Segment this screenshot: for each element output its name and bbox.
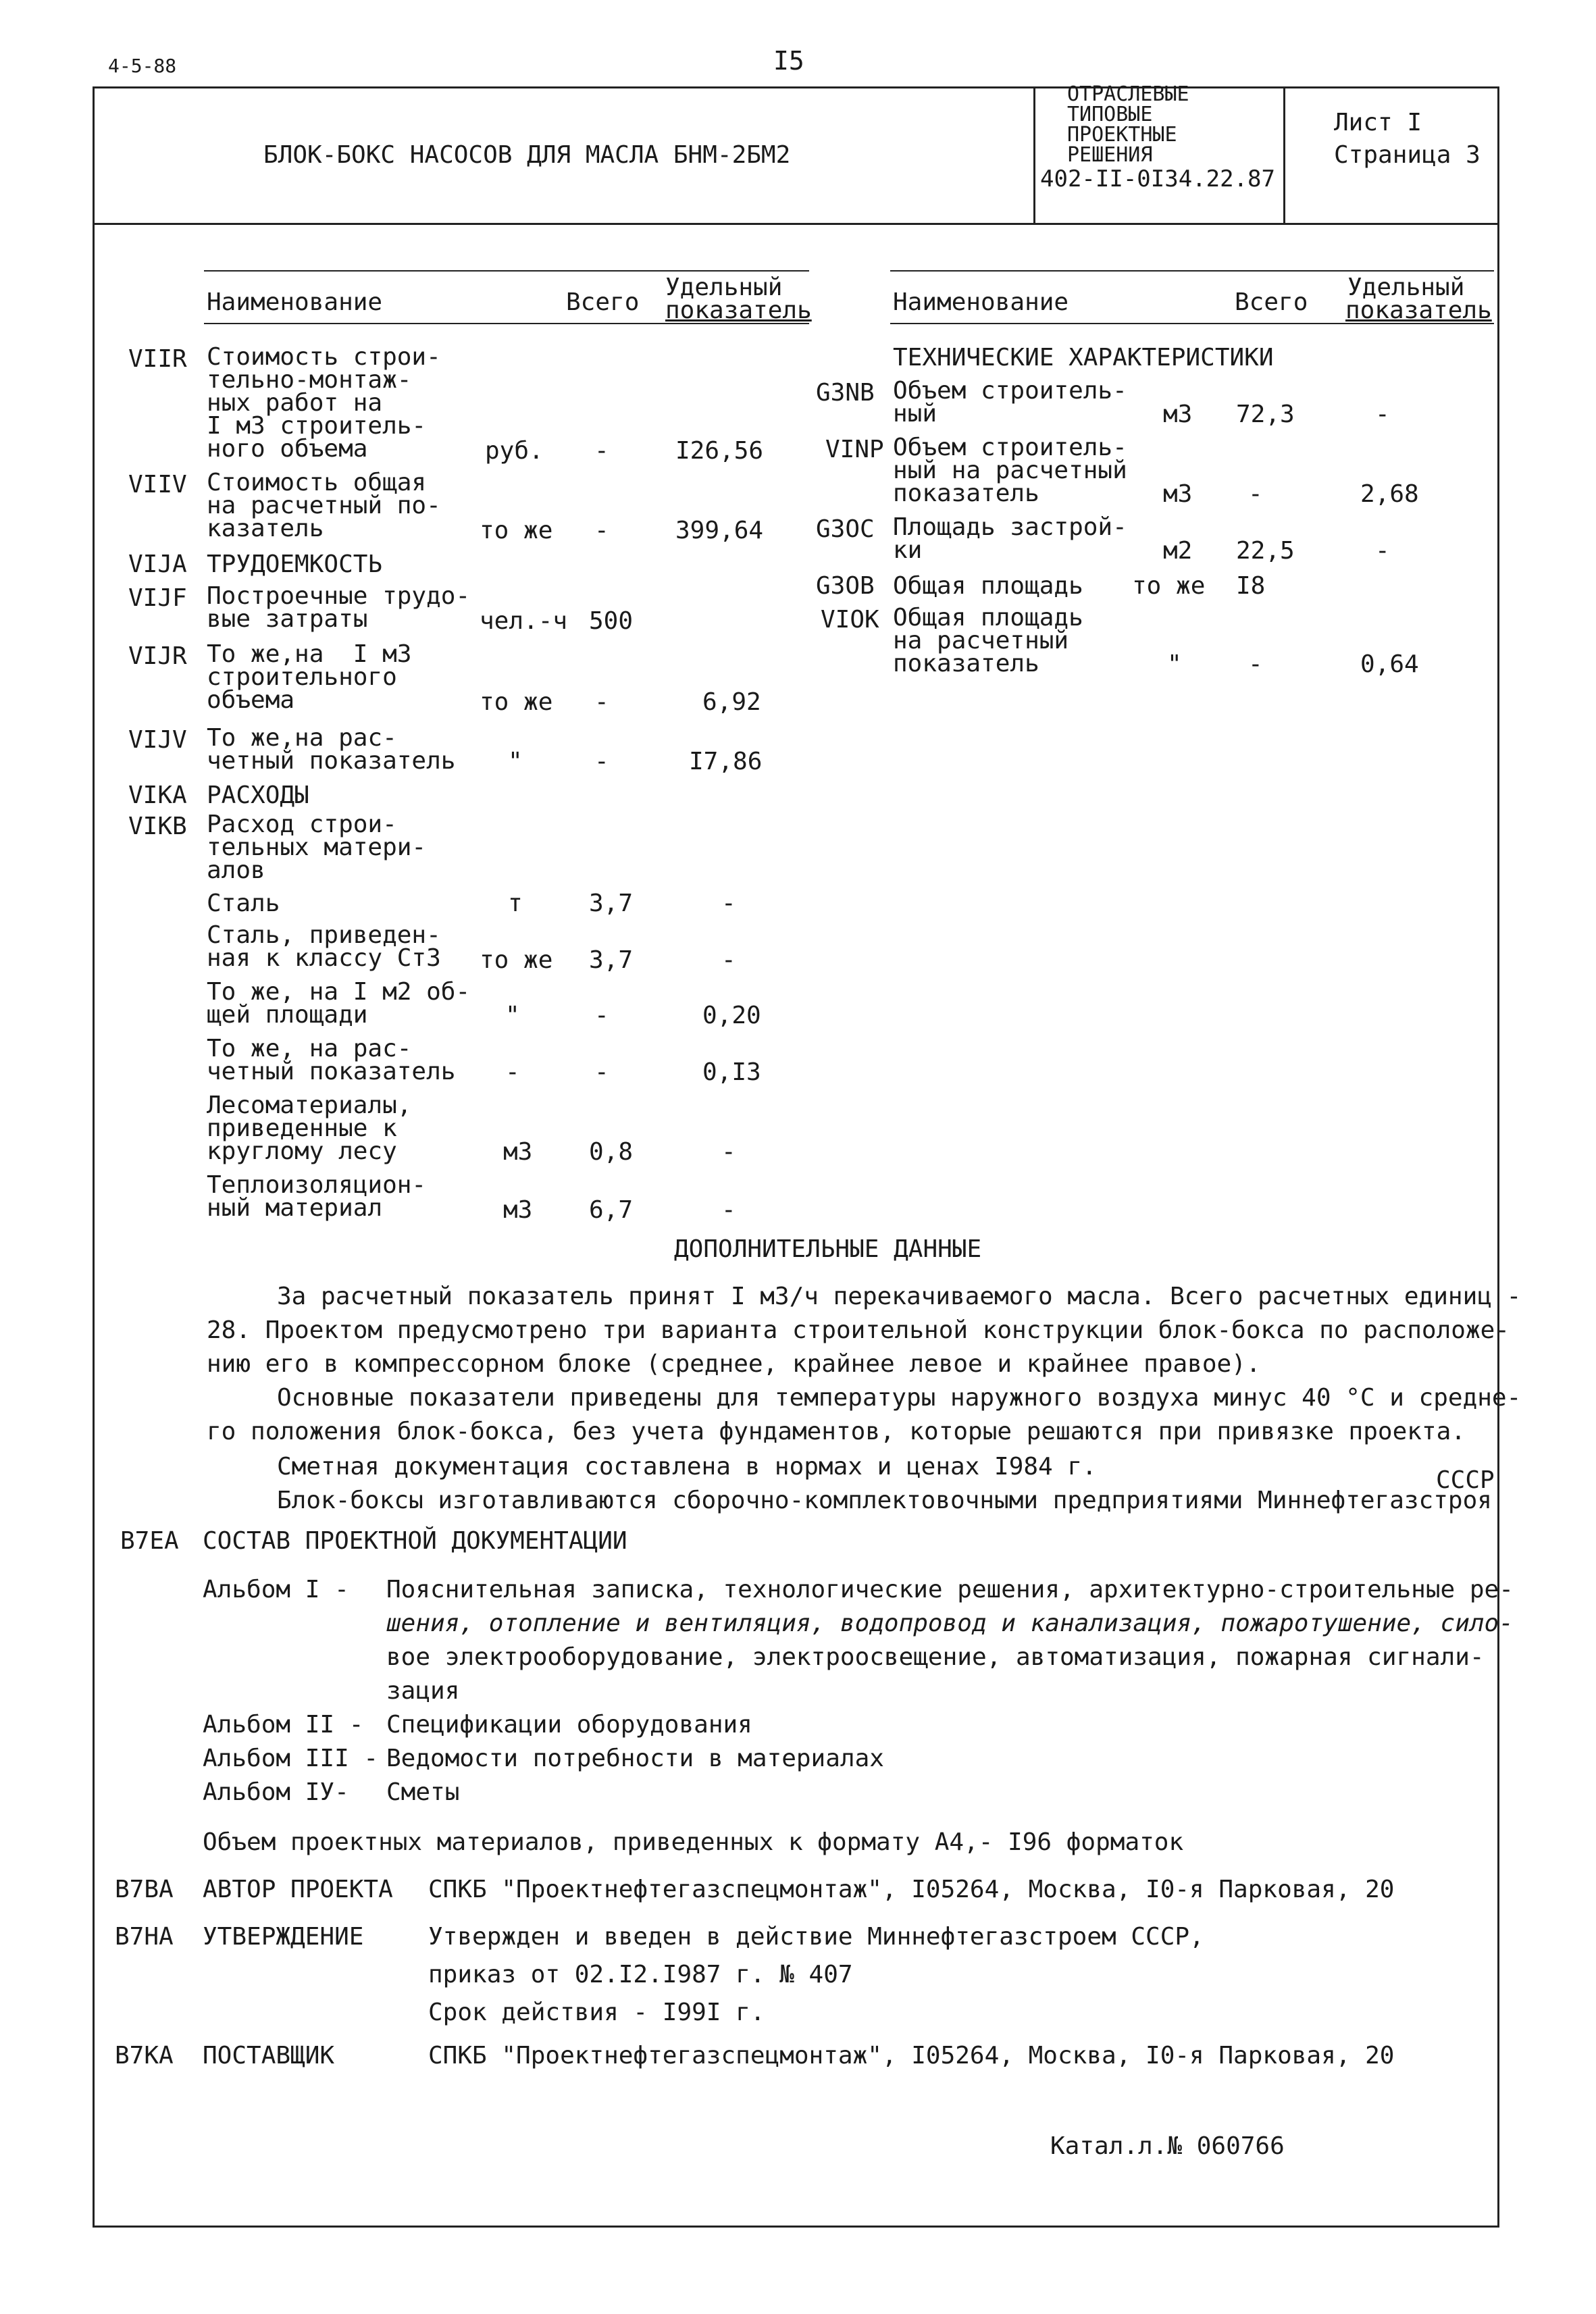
series-block bbox=[1040, 84, 1275, 192]
row-name: То же,на рас- четный показатель bbox=[207, 724, 456, 775]
supplier-text: СПКБ "Проектнефтегазспецмонтаж", I05264, Москва, I0-я Парковая, 20 bbox=[428, 2042, 1395, 2069]
row-unit: " bbox=[1167, 650, 1182, 678]
album-line: зация bbox=[386, 1677, 460, 1705]
row-specific: - bbox=[721, 946, 736, 974]
row-specific: 0,I3 bbox=[702, 1058, 761, 1086]
left-header-specific-1: Удельный bbox=[665, 274, 783, 301]
additional-line: За расчетный показатель принят I м3/ч перекачиваемого масла. Всего расчетных единиц - bbox=[277, 1283, 1522, 1310]
series-code: 402-II-0I34.22.87 bbox=[1040, 165, 1275, 192]
additional-line: 28. Проектом предусмотрено три варианта строительной конструкции блок-бокса по расположе- bbox=[207, 1316, 1510, 1344]
page-number: I5 bbox=[773, 46, 804, 76]
row-total: I8 bbox=[1236, 572, 1266, 600]
row-name: Построечные трудо- вые затраты bbox=[207, 582, 471, 633]
corner-code: 4-5-88 bbox=[108, 55, 177, 77]
row-specific: - bbox=[721, 1196, 736, 1224]
album-line: Спецификации оборудования bbox=[386, 1711, 752, 1739]
approval-line: Утвержден и введен в действие Миннефтегазстроем СССР, bbox=[428, 1923, 1204, 1951]
right-header-specific-1: Удельный bbox=[1347, 274, 1465, 301]
row-total: - bbox=[594, 1002, 609, 1029]
row-unit: м3 bbox=[503, 1196, 533, 1224]
page-label: Страница 3 bbox=[1334, 141, 1481, 169]
row-code: G3OB bbox=[816, 572, 875, 600]
album-line: Сметы bbox=[386, 1778, 460, 1806]
right-header-total: Всего bbox=[1235, 288, 1308, 316]
row-total: 3,7 bbox=[589, 890, 634, 917]
row-name: Сталь bbox=[207, 890, 280, 917]
row-name: Объем строитель- ный на расчетный показатель bbox=[893, 434, 1127, 507]
row-unit: то же bbox=[480, 688, 553, 716]
row-total: - bbox=[1248, 480, 1263, 508]
supplier-code: B7KA bbox=[115, 2042, 174, 2069]
row-code: G3NB bbox=[816, 379, 875, 407]
album-label: Альбом II - bbox=[203, 1711, 364, 1739]
author-label: АВТОР ПРОЕКТА bbox=[203, 1876, 393, 1903]
row-specific: - bbox=[721, 1138, 736, 1166]
row-specific: 6,92 bbox=[702, 688, 761, 716]
additional-line: го положения блок-бокса, без учета фундаментов, которые решаются при привязке проекта. bbox=[207, 1418, 1466, 1445]
album-line: Пояснительная записка, технологические решения, архитектурно-строительные ре- bbox=[386, 1576, 1514, 1603]
row-total: 6,7 bbox=[589, 1196, 634, 1224]
row-total: 22,5 bbox=[1236, 537, 1295, 565]
row-specific: 2,68 bbox=[1360, 480, 1419, 508]
row-total: - bbox=[594, 1058, 609, 1086]
approval-code: B7HA bbox=[115, 1923, 174, 1951]
row-unit: то же bbox=[480, 946, 553, 974]
row-code: VIKA bbox=[128, 781, 187, 809]
left-header-name: Наименование bbox=[207, 288, 383, 316]
row-name: Сталь, приведен- ная к классу Ст3 bbox=[207, 921, 441, 972]
row-name: ТРУДОЕМКОСТЬ bbox=[207, 550, 383, 578]
album-line: Ведомости потребности в материалах bbox=[386, 1745, 884, 1772]
row-specific: I26,56 bbox=[675, 437, 764, 465]
composition-heading: СОСТАВ ПРОЕКТНОЙ ДОКУМЕНТАЦИИ bbox=[203, 1527, 627, 1555]
header-vline-2 bbox=[1283, 86, 1285, 223]
row-unit: чел.-ч bbox=[480, 607, 568, 635]
series-line: ПРОЕКТНЫЕ bbox=[1067, 123, 1177, 147]
row-unit: то же bbox=[1132, 572, 1206, 600]
row-total: - bbox=[594, 517, 609, 544]
row-name: Лесоматериалы, приведенные к круглому лесу bbox=[207, 1091, 412, 1165]
row-code: VIOK bbox=[821, 606, 879, 634]
additional-line: Основные показатели приведены для температуры наружного воздуха минус 40 °С и средне- bbox=[277, 1384, 1522, 1412]
ussr-label: СССР bbox=[1436, 1466, 1495, 1494]
row-name: Расход строи- тельных матери- алов bbox=[207, 811, 427, 884]
approval-label: УТВЕРЖДЕНИЕ bbox=[203, 1923, 364, 1951]
row-specific: - bbox=[1375, 537, 1390, 565]
additional-line: нию его в компрессорном блоке (среднее, крайнее левое и крайнее правое). bbox=[207, 1350, 1261, 1378]
row-code: VIJA bbox=[128, 550, 187, 578]
row-code: VIIV bbox=[128, 471, 187, 498]
album-label: Альбом III - bbox=[203, 1745, 379, 1772]
row-code: VIJF bbox=[128, 584, 187, 612]
series-line: ТИПОВЫЕ bbox=[1067, 103, 1153, 126]
additional-line: Блок-боксы изготавливаются сборочно-комплектовочными предприятиями Миннефтегазстроя bbox=[277, 1487, 1492, 1514]
approval-line: Срок действия - I99I г. bbox=[428, 1999, 765, 2026]
sheet-label: Лист I bbox=[1334, 109, 1422, 136]
row-specific: - bbox=[1375, 401, 1390, 428]
header-divider bbox=[93, 223, 1499, 225]
row-name: Общая площадь bbox=[893, 572, 1083, 600]
left-table-top-rule bbox=[204, 270, 809, 272]
row-name: Стоимость общая на расчетный по- казатель bbox=[207, 469, 441, 542]
catalog-number: Катал.л.№ 060766 bbox=[1050, 2132, 1285, 2160]
row-name: Объем строитель- ный bbox=[893, 377, 1127, 428]
row-name: Площадь застрой- ки bbox=[893, 513, 1127, 564]
left-header-specific-2: показатель bbox=[665, 297, 812, 324]
row-name: Общая площадь на расчетный показатель bbox=[893, 604, 1083, 677]
row-total: 72,3 bbox=[1236, 401, 1295, 428]
row-total: 3,7 bbox=[589, 946, 634, 974]
row-total: - bbox=[594, 748, 609, 775]
row-total: - bbox=[1248, 650, 1263, 678]
left-header-total: Всего bbox=[566, 288, 640, 316]
author-text: СПКБ "Проектнефтегазспецмонтаж", I05264, Москва, I0-я Парковая, 20 bbox=[428, 1876, 1395, 1903]
tech-section-heading: ТЕХНИЧЕСКИЕ ХАРАКТЕРИСТИКИ bbox=[893, 344, 1274, 371]
row-name: Теплоизоляцион- ный материал bbox=[207, 1171, 427, 1222]
row-name: РАСХОДЫ bbox=[207, 781, 309, 809]
row-unit: " bbox=[508, 748, 523, 775]
series-line: РЕШЕНИЯ bbox=[1067, 143, 1153, 167]
right-header-specific-2: показатель bbox=[1345, 297, 1492, 324]
album-label: Альбом I - bbox=[203, 1576, 349, 1603]
row-unit: - bbox=[505, 1058, 520, 1086]
row-unit: руб. bbox=[485, 437, 544, 465]
row-total: - bbox=[594, 437, 609, 465]
row-code: VIIR bbox=[128, 345, 187, 373]
author-code: B7BA bbox=[115, 1876, 174, 1903]
row-specific: 0,20 bbox=[702, 1002, 761, 1029]
row-name: То же, на рас- четный показатель bbox=[207, 1035, 456, 1085]
row-unit: то же bbox=[480, 517, 553, 544]
row-total: 0,8 bbox=[589, 1138, 634, 1166]
volume-line: Объем проектных материалов, приведенных к формату А4,- I96 форматок bbox=[203, 1828, 1184, 1856]
row-specific: 399,64 bbox=[675, 517, 764, 544]
row-name: Стоимость строи- тельно-монтаж- ных работ на I м3 строитель- ного объема bbox=[207, 343, 441, 463]
album-line: шения, отопление и вентиляция, водопровод и канализация, пожаротушение, сило- bbox=[386, 1610, 1514, 1637]
row-name: То же,на I м3 строительного объема bbox=[207, 640, 412, 714]
row-unit: " bbox=[505, 1002, 520, 1029]
row-code: VIJR bbox=[128, 642, 187, 670]
additional-line: Сметная документация составлена в нормах и ценах I984 г. bbox=[277, 1453, 1097, 1481]
composition-code: B7EA bbox=[120, 1527, 179, 1555]
row-unit: т bbox=[508, 890, 523, 917]
right-table-top-rule bbox=[890, 270, 1494, 272]
row-unit: м2 bbox=[1163, 537, 1193, 565]
row-code: VINP bbox=[825, 436, 884, 463]
row-specific: I7,86 bbox=[689, 748, 763, 775]
right-header-name: Наименование bbox=[893, 288, 1069, 316]
album-line: вое электрооборудование, электроосвещение, автоматизация, пожарная сигнали- bbox=[386, 1643, 1485, 1671]
album-label: Альбом IУ- bbox=[203, 1778, 349, 1806]
approval-line: приказ от 02.I2.I987 г. № 407 bbox=[428, 1961, 853, 1988]
row-unit: м3 bbox=[1163, 401, 1193, 428]
row-total: 500 bbox=[589, 607, 634, 635]
additional-heading: ДОПОЛНИТЕЛЬНЫЕ ДАННЫЕ bbox=[674, 1235, 982, 1263]
supplier-label: ПОСТАВЩИК bbox=[203, 2042, 335, 2069]
row-unit: м3 bbox=[1163, 480, 1193, 508]
row-code: VIJV bbox=[128, 726, 187, 754]
row-total: - bbox=[594, 688, 609, 716]
row-specific: - bbox=[721, 890, 736, 917]
document-title: БЛОК-БОКС НАСОСОВ ДЛЯ МАСЛА БНМ-2БМ2 bbox=[263, 141, 791, 169]
row-specific: 0,64 bbox=[1360, 650, 1419, 678]
row-code: G3OC bbox=[816, 515, 875, 543]
header-vline-1 bbox=[1033, 86, 1035, 223]
series-line: ОТРАСЛЕВЫЕ bbox=[1067, 82, 1189, 106]
row-unit: м3 bbox=[503, 1138, 533, 1166]
row-name: То же, на I м2 об- щей площади bbox=[207, 978, 471, 1029]
row-code: VIKB bbox=[128, 813, 187, 840]
